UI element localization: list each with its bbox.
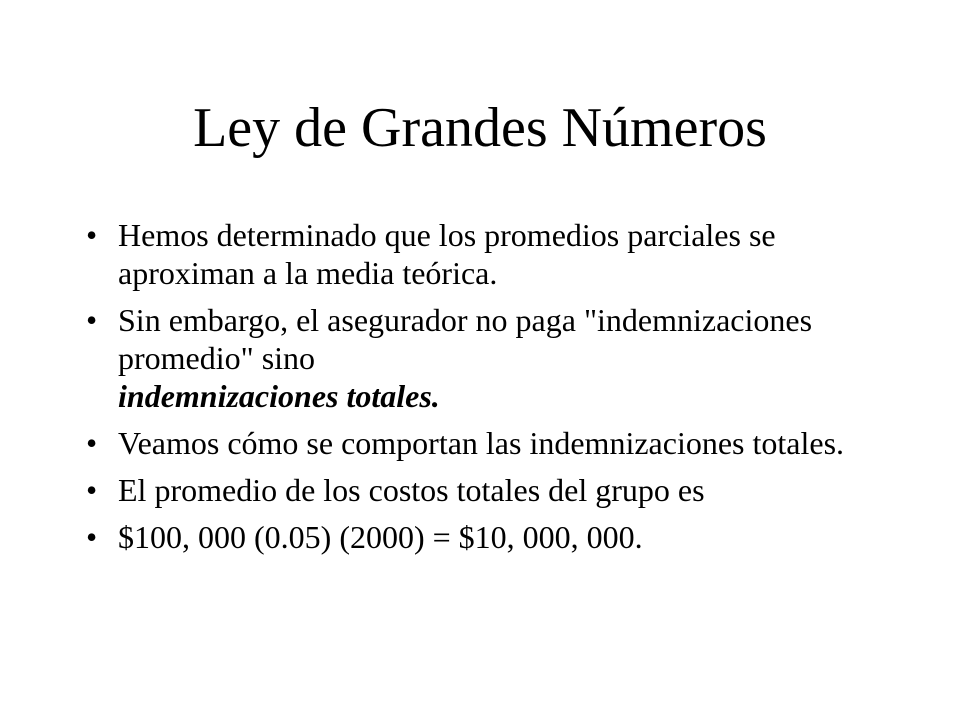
bullet-item	[86, 471, 886, 509]
bullet-text: Sin embargo, el asegurador no paga "indemnizaciones promedio" sino	[118, 302, 813, 376]
bullet-item	[86, 518, 886, 556]
bullet-icon: •	[86, 302, 98, 338]
bullet-icon: •	[86, 217, 98, 253]
bullet-icon: •	[86, 472, 98, 508]
bullet-item	[86, 216, 886, 292]
bullet-text: El promedio de los costos totales del grupo es	[118, 472, 705, 508]
bullet-item	[86, 301, 886, 415]
bullet-emphasis: indemnizaciones totales.	[118, 378, 440, 414]
bullet-item	[86, 424, 886, 462]
bullet-text: Veamos cómo se comportan las indemnizaciones totales.	[118, 425, 845, 461]
bullet-list	[86, 216, 886, 565]
bullet-icon: •	[86, 425, 98, 461]
slide-title: Ley de Grandes Números	[193, 97, 767, 159]
bullet-icon: •	[86, 519, 98, 555]
bullet-text: $100, 000 (0.05) (2000) = $10, 000, 000.	[118, 519, 643, 555]
bullet-text: Hemos determinado que los promedios parciales se aproximan a la media teórica.	[118, 217, 776, 291]
